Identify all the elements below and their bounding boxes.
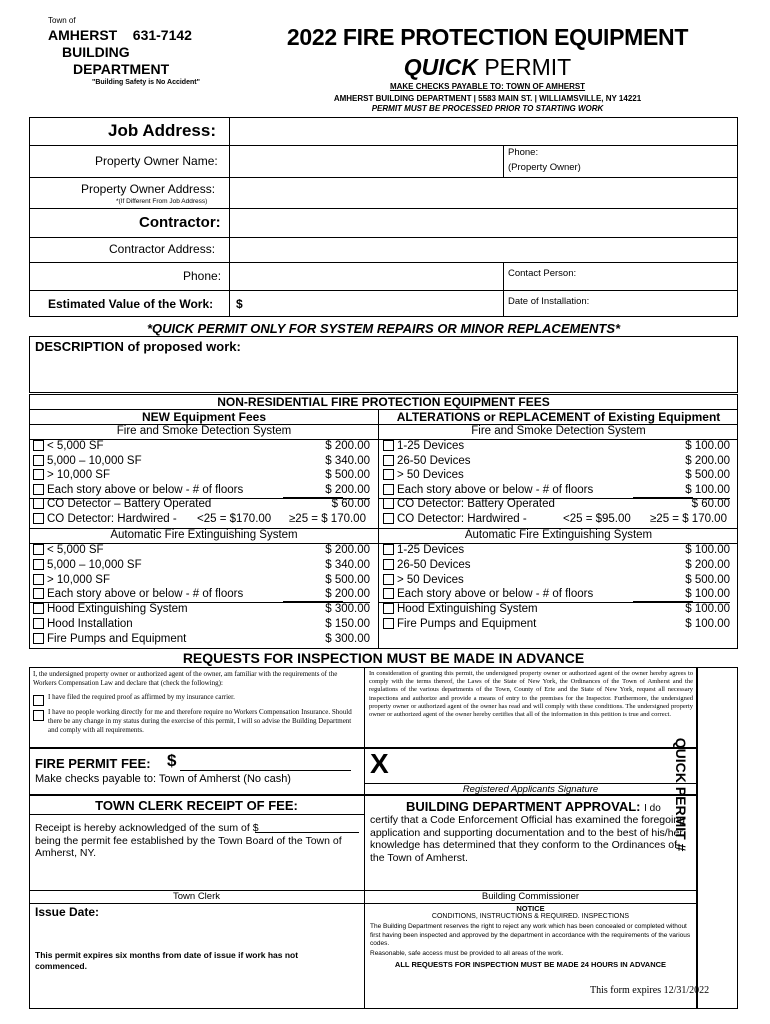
commissioner-label: Building Commissioner	[481, 891, 580, 902]
building-label: BUILDING	[62, 44, 130, 60]
fire-permit-fee-line[interactable]	[180, 770, 351, 771]
fee-label: Hood Extinguishing System	[397, 603, 538, 616]
owner-address-note: *(If Different From Job Address)	[116, 198, 208, 205]
fee-label: < 5,000 SF	[47, 440, 104, 452]
checkbox[interactable]	[33, 469, 44, 480]
issue-date-label: Issue Date:	[35, 905, 100, 919]
fee-label: > 50 Devices	[397, 469, 464, 482]
fee-row	[383, 440, 464, 452]
checkbox[interactable]	[33, 618, 44, 629]
fee-label: 5,000 – 10,000 SF	[47, 454, 142, 467]
quick-word: QUICK	[403, 54, 478, 80]
description-label: DESCRIPTION of proposed work:	[35, 339, 241, 354]
fee-amount: $ 340.00	[325, 558, 370, 571]
notice-text: The Building Department reserves the right to reject any work which has been concealed or completed without first having been inspected and approved by the department in accordance with the requirements of the various codes.	[370, 923, 691, 947]
fee-label: Fire Pumps and Equipment	[397, 618, 537, 630]
fee-row	[383, 498, 555, 510]
new-co-hardwired-row	[33, 513, 177, 525]
fee-amount: $ 60.00	[691, 498, 730, 511]
new-ext-heading: Automatic Fire Extinguishing System	[110, 529, 298, 541]
fee-row	[33, 440, 104, 452]
clerk-fee-text: being the permit fee established by the Town Board of the Town of Amherst, NY.	[35, 835, 342, 859]
alt-co-lt25: <25 = $95.00	[563, 513, 631, 525]
fee-label: > 50 Devices	[397, 573, 464, 586]
fee-row	[383, 455, 471, 467]
checkbox[interactable]	[33, 440, 44, 451]
job-address-label: Job Address:	[108, 121, 217, 140]
contractor-field[interactable]	[230, 208, 737, 237]
fee-amount: $ 100.00	[685, 483, 730, 496]
form-subtitle	[250, 54, 725, 81]
fee-label: Hood Extinguishing System	[47, 603, 188, 616]
owner-name-field[interactable]	[230, 145, 503, 177]
fee-label: > 10,000 SF	[47, 573, 110, 586]
estimated-value-dollar: $	[236, 297, 243, 311]
fee-label: Each story above or below - # of floors	[397, 588, 594, 601]
signature-x: X	[370, 748, 389, 779]
checkbox[interactable]	[33, 455, 44, 466]
contractor-phone-label: Phone:	[183, 269, 222, 283]
checkbox[interactable]	[33, 633, 44, 644]
workers-comp-opt2: I have no people working directly for me and therefore require no Workers Compensation Insurance. Should there be any change in my status during the exercise of this permit, I will so advise the Building Department and comply with all requirements.	[48, 708, 352, 734]
fee-row	[33, 603, 188, 615]
fee-row	[33, 574, 110, 586]
fee-amount: $ 150.00	[325, 618, 370, 630]
fee-row	[383, 574, 464, 586]
alt-co-hardwired-row	[383, 513, 527, 525]
notice-label: NOTICE	[516, 904, 545, 913]
fee-row	[383, 618, 536, 630]
approval-i-do: I do	[644, 803, 661, 814]
motto: "Building Safety is No Accident"	[92, 79, 200, 86]
fee-label: CO Detector: Battery Operated	[397, 498, 555, 511]
contractor-phone-field[interactable]	[230, 262, 503, 290]
department-address: AMHERST BUILDING DEPARTMENT | 5583 MAIN ST. | WILLIAMSVILLE, NY 14221	[333, 94, 642, 103]
fee-label: CO Detector – Battery Operated	[47, 498, 212, 511]
checkbox[interactable]	[33, 588, 44, 599]
fee-label: 1-25 Devices	[397, 440, 465, 452]
checkbox[interactable]	[383, 588, 394, 599]
job-address-field[interactable]	[230, 118, 737, 145]
fire-permit-fee-label: FIRE PERMIT FEE:	[35, 756, 151, 771]
town-clerk-label: Town Clerk	[173, 891, 220, 902]
fee-row	[33, 498, 211, 510]
fee-amount: $ 500.00	[685, 469, 730, 482]
new-co-lt25: <25 = $170.00	[197, 513, 272, 525]
fee-row	[33, 633, 186, 645]
estimated-value-label: Estimated Value of the Work:	[48, 297, 214, 311]
workers-comp-opt1: I have filed the required proof as affirmed by my insurance carrier.	[48, 693, 235, 701]
fee-label: 1-25 Devices	[397, 544, 465, 556]
checkbox[interactable]	[383, 603, 394, 614]
amherst-phone: AMHERST 631-7142	[48, 27, 192, 43]
fee-label: Each story above or below - # of floors	[397, 483, 594, 496]
safe-access-text: Reasonable, safe access must be provided to all areas of the work.	[370, 950, 564, 957]
owner-address-label: Property Owner Address:	[81, 182, 216, 196]
workers-comp-intro: I, the undersigned property owner or authorized agent of the owner, am familiar with the requirements of the Workers Compensation Law and declare that (check the following):	[33, 670, 338, 687]
fee-amount: $ 100.00	[685, 588, 730, 601]
fee-amount: $ 200.00	[685, 558, 730, 571]
clerk-heading: TOWN CLERK RECEIPT OF FEE:	[95, 798, 298, 813]
fee-row	[383, 588, 593, 600]
checkbox[interactable]	[383, 618, 394, 629]
fee-row	[33, 618, 133, 630]
fee-row	[383, 469, 464, 481]
new-co-ge25: ≥25 = $ 170.00	[289, 513, 366, 525]
fee-label: 26-50 Devices	[397, 454, 471, 467]
checks-payable: MAKE CHECKS PAYABLE TO: TOWN OF AMHERST	[389, 82, 586, 91]
form-title: 2022 FIRE PROTECTION EQUIPMENT	[286, 24, 689, 50]
fee-amount: $ 100.00	[685, 544, 730, 556]
checkbox[interactable]	[33, 544, 44, 555]
alt-ext-heading: Automatic Fire Extinguishing System	[464, 529, 653, 541]
estimated-value-field[interactable]	[230, 290, 503, 316]
new-fees-heading: NEW Equipment Fees	[141, 410, 266, 424]
fee-row	[383, 603, 538, 615]
contact-person-label: Contact Person:	[508, 268, 577, 279]
fee-label: Each story above or below - # of floors	[47, 588, 244, 601]
receipt-amount-line[interactable]	[255, 832, 359, 833]
fees-heading: NON-RESIDENTIAL FIRE PROTECTION EQUIPMENT FEES	[217, 395, 550, 409]
checkbox[interactable]	[383, 574, 394, 585]
fee-amount: $ 200.00	[325, 588, 370, 601]
fee-amount: $ 340.00	[325, 454, 370, 467]
fee-row	[33, 484, 243, 496]
owner-phone-label: Phone:	[508, 147, 539, 158]
contractor-label: Contractor:	[139, 214, 221, 231]
fire-permit-fee-dollar: $	[167, 751, 177, 770]
form-expires: This form expires 12/31/2022	[590, 985, 710, 996]
applicant-info-table	[29, 117, 738, 317]
fee-label: Fire Pumps and Equipment	[47, 632, 187, 645]
checkbox[interactable]	[33, 574, 44, 585]
alt-co-ge25: ≥25 = $ 170.00	[650, 513, 727, 525]
fee-amount: $ 300.00	[325, 603, 370, 616]
permit-expires-note: This permit expires six months from date of issue if work has not commenced.	[35, 950, 299, 971]
fee-amount: $ 200.00	[325, 544, 370, 556]
fee-amount: $ 500.00	[325, 573, 370, 586]
checkbox[interactable]	[33, 559, 44, 570]
quick-permit-number-box[interactable]	[697, 667, 738, 1009]
fee-row	[33, 455, 142, 467]
fee-amount: $ 200.00	[685, 454, 730, 467]
inspection-heading: REQUESTS FOR INSPECTION MUST BE MADE IN ADVANCE	[182, 650, 585, 666]
department-label: DEPARTMENT	[73, 61, 170, 77]
conditions-label: CONDITIONS, INSTRUCTIONS & REQUIRED. INSPECTIONS	[431, 913, 630, 920]
checkbox[interactable]	[33, 484, 44, 495]
fee-amount: $ 200.00	[325, 483, 370, 496]
clerk-receipt-text: Receipt is hereby acknowledged of the sum of $	[35, 822, 259, 834]
issue-date-field[interactable]	[110, 903, 364, 943]
fee-amount: $ 200.00	[325, 440, 370, 452]
consideration-text: In consideration of granting this permit, the undersigned property owner or authorized agent of the owner hereby agrees to comply with the terms thereof, the Laws of the State of New York, the Ordinances of the Town of Amherst and the regulations of the various departments of the Town, County of Erie and the State of New York, request all necessary inspections and authorize and provide a means of entry to the premises for the Inspector. Furthermore, the undersigned property owner or authorized agent of the owner has read and will comply with these conditions. The undersigned property owner or authorized agent of the owner hereby certifies that all of the information in this petition is true and correct.	[369, 670, 693, 719]
fee-amount: $ 100.00	[685, 440, 730, 452]
must-process-note: PERMIT MUST BE PROCESSED PRIOR TO STARTING WORK	[371, 104, 604, 113]
fee-amount: $ 300.00	[325, 632, 370, 645]
fee-row	[33, 544, 104, 556]
new-co-hardwired-label: CO Detector: Hardwired -	[47, 513, 177, 525]
fee-row	[383, 484, 593, 496]
make-checks-note: Make checks payable to: Town of Amherst (No cash)	[35, 773, 291, 785]
fee-label: < 5,000 SF	[47, 544, 104, 556]
fee-row	[383, 544, 464, 556]
approval-text: certify that a Code Enforcement Official has examined the foregoing application and supporting documentation and to the best of his/her knowledge has determined that they conform to the Ordinances of the Town of Amherst.	[370, 814, 685, 864]
checkbox[interactable]	[383, 498, 394, 509]
permit-word: PERMIT	[484, 54, 572, 80]
approval-heading-text: BUILDING DEPARTMENT APPROVAL:	[406, 799, 641, 814]
fee-amount: $ 500.00	[685, 573, 730, 586]
checkbox[interactable]	[383, 455, 394, 466]
checkbox[interactable]	[383, 484, 394, 495]
fee-row	[33, 469, 110, 481]
contractor-address-label: Contractor Address:	[109, 242, 216, 256]
fee-row	[33, 559, 142, 571]
fee-amount: $ 500.00	[325, 469, 370, 482]
date-installation-label: Date of Installation:	[508, 296, 590, 307]
owner-name-label: Property Owner Name:	[95, 154, 218, 168]
checkbox[interactable]	[33, 603, 44, 614]
checkbox[interactable]	[383, 544, 394, 555]
town-of-label: Town of	[48, 16, 76, 25]
fee-label: > 10,000 SF	[47, 469, 110, 482]
fee-label: Hood Installation	[47, 618, 133, 630]
new-detect-heading: Fire and Smoke Detection System	[116, 425, 292, 437]
fee-label: 26-50 Devices	[397, 558, 471, 571]
all-requests-text: ALL REQUESTS FOR INSPECTION MUST BE MADE 24 HOURS IN ADVANCE	[394, 960, 667, 969]
owner-phone-sub: (Property Owner)	[508, 162, 581, 173]
fee-amount: $ 100.00	[685, 618, 730, 630]
contractor-address-field[interactable]	[230, 237, 737, 262]
fee-amount: $ 100.00	[685, 603, 730, 616]
checkbox[interactable]	[33, 513, 44, 524]
fee-row	[33, 588, 243, 600]
quick-permit-banner: *QUICK PERMIT ONLY FOR SYSTEM REPAIRS OR MINOR REPLACEMENTS*	[146, 321, 621, 336]
workers-comp-opt2-checkbox[interactable]	[33, 706, 47, 724]
fee-label: Each story above or below - # of floors	[47, 483, 244, 496]
approval-heading	[406, 799, 661, 814]
fee-label: 5,000 – 10,000 SF	[47, 558, 142, 571]
alt-detect-heading: Fire and Smoke Detection System	[471, 425, 646, 437]
registered-signature-label: Registered Applicants Signature	[462, 784, 599, 795]
alt-co-hardwired-label: CO Detector: Hardwired -	[397, 513, 527, 525]
owner-address-field[interactable]	[230, 177, 737, 208]
checkbox[interactable]	[383, 559, 394, 570]
checkbox[interactable]	[33, 498, 44, 509]
fee-amount: $ 60.00	[331, 498, 370, 511]
checkbox[interactable]	[383, 513, 394, 524]
checkbox[interactable]	[383, 440, 394, 451]
quick-permit-number-text: QUICK PERMIT #	[673, 737, 689, 852]
fee-row	[383, 559, 471, 571]
checkbox[interactable]	[383, 469, 394, 480]
alt-fees-heading: ALTERATIONS or REPLACEMENT of Existing Equipment	[396, 410, 721, 424]
